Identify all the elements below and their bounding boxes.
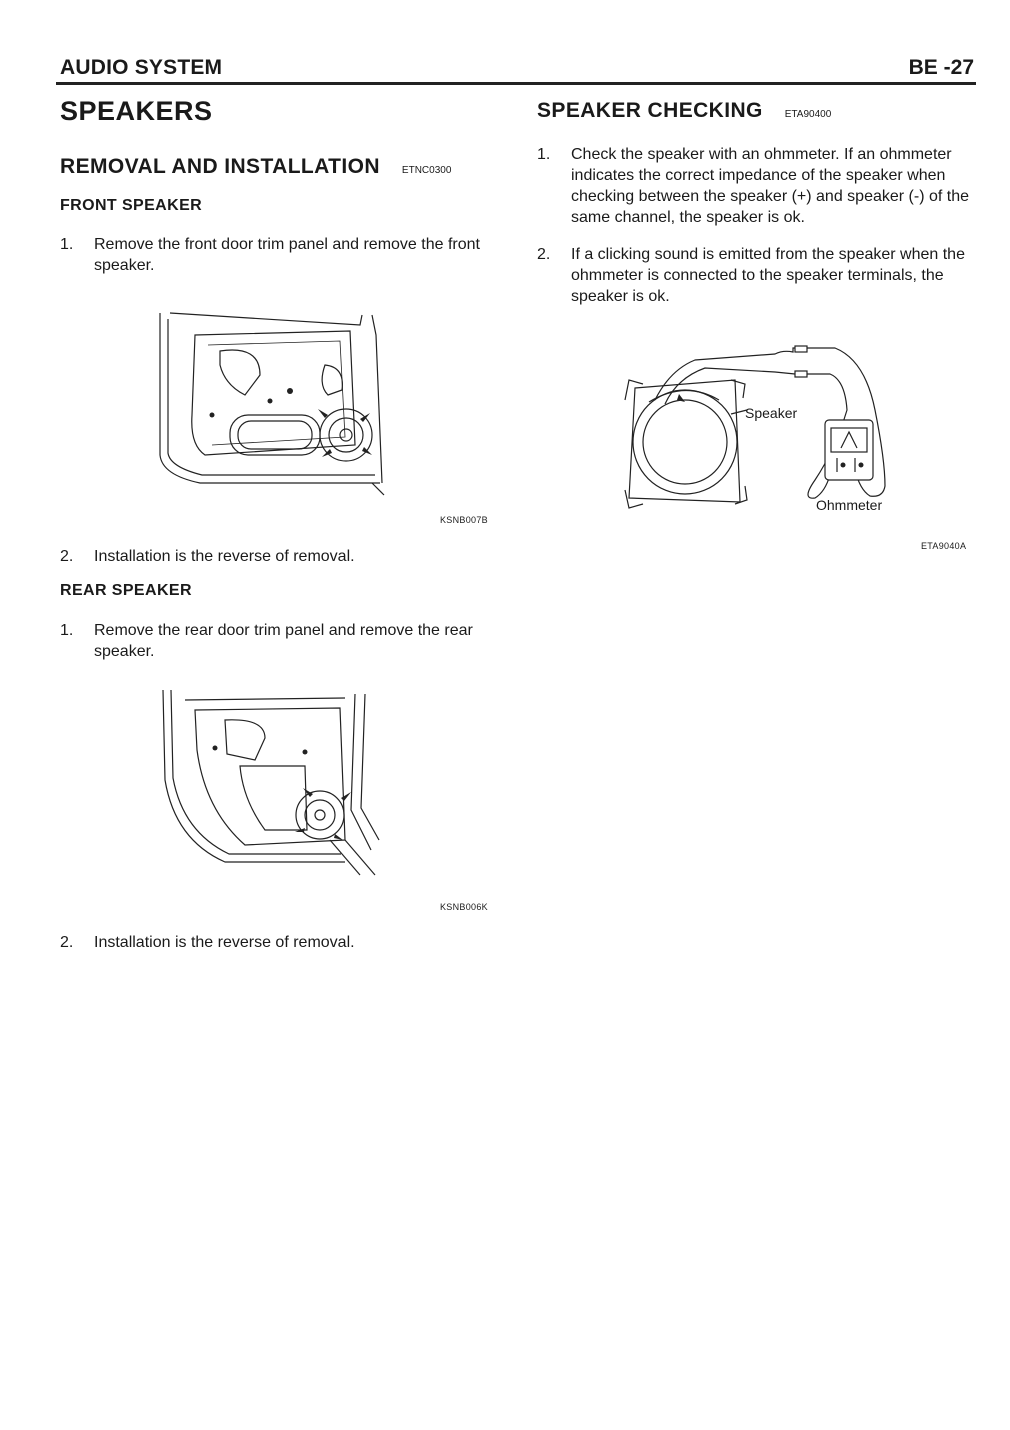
front-figure-code: KSNB007B (440, 515, 488, 525)
removal-heading (60, 155, 451, 179)
check-step-1 (537, 144, 975, 228)
speaker-checking-heading-text: SPEAKER CHECKING (537, 99, 763, 122)
front-speaker-heading: FRONT SPEAKER (60, 197, 203, 214)
speaker-checking-heading (537, 99, 831, 123)
step-text: Installation is the reverse of removal. (94, 934, 355, 951)
rear-door-illustration (155, 690, 385, 880)
step-number: 1. (537, 146, 551, 163)
step-number: 2. (537, 246, 551, 263)
speaker-label: Speaker (745, 405, 798, 421)
rear-step-1 (60, 620, 500, 662)
speaker-checking-code: ETA90400 (784, 109, 832, 120)
rear-step-2 (60, 932, 500, 953)
front-step-1 (60, 234, 500, 276)
speaker-ohmmeter-diagram (615, 340, 895, 520)
step-number: 1. (60, 622, 74, 639)
step-number: 2. (60, 548, 74, 565)
step-text: Check the speaker with an ohmmeter. If an ohmmeter indicates the correct impedance of the speaker when checking between the speaker (+) and speaker (-) of the same channel, the speaker is ok. (571, 146, 969, 226)
step-text: If a clicking sound is emitted from the speaker when the ohmmeter is connected to the speaker terminals, the speaker is ok. (571, 246, 965, 305)
rear-figure-code: KSNB006K (440, 902, 488, 912)
page-number: BE -27 (908, 56, 974, 79)
step-number: 1. (60, 236, 74, 253)
diagram-figure-code: ETA9040A (921, 541, 967, 551)
rear-speaker-heading: REAR SPEAKER (60, 582, 192, 599)
front-door-illustration (150, 305, 400, 495)
header-rule (56, 82, 976, 85)
removal-code: ETNC0300 (401, 165, 452, 176)
removal-heading-text: REMOVAL AND INSTALLATION (60, 155, 380, 178)
section-title: AUDIO SYSTEM (60, 56, 223, 79)
check-step-2 (537, 244, 975, 307)
step-text: Remove the front door trim panel and remove the front speaker. (94, 236, 480, 274)
step-text: Installation is the reverse of removal. (94, 548, 355, 565)
front-step-2 (60, 546, 500, 567)
step-text: Remove the rear door trim panel and remove the rear speaker. (94, 622, 473, 660)
step-number: 2. (60, 934, 74, 951)
page-title: SPEAKERS (60, 96, 213, 126)
ohmmeter-label: Ohmmeter (816, 497, 883, 513)
